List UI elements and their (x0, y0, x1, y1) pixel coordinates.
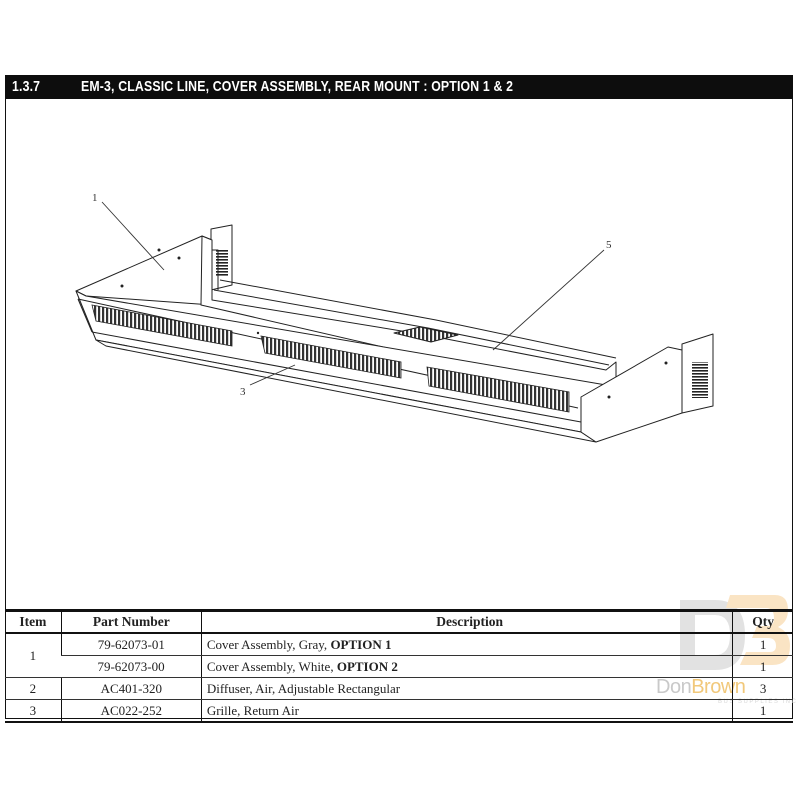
callout-3: 3 (240, 386, 246, 398)
section-header (5, 75, 793, 99)
cell-part-number: AC022-252 (61, 700, 201, 723)
cell-part-number: 79-62073-01 (61, 633, 201, 656)
callout-1: 1 (92, 192, 98, 204)
callout-5: 5 (606, 239, 612, 251)
table-row (5, 678, 793, 700)
cell-description (201, 656, 733, 678)
option-label: OPTION 1 (330, 636, 392, 652)
watermark-word-1: Don (656, 676, 692, 698)
table-row (5, 700, 793, 723)
cover-assembly-drawing (6, 100, 792, 605)
col-header-qty: Qty (733, 611, 793, 634)
col-header-item: Item (5, 611, 61, 634)
col-header-part-number: Part Number (61, 611, 201, 634)
cell-item: 2 (5, 678, 61, 700)
cell-description: Diffuser, Air, Adjustable Rectangular (201, 678, 733, 700)
description-text: Cover Assembly, White, (206, 658, 337, 674)
cell-item: 1 (5, 633, 61, 678)
col-header-description: Description (201, 611, 733, 634)
description-text: Cover Assembly, Gray, (206, 636, 331, 652)
cell-qty: 3 (733, 678, 793, 700)
watermark-tagline: BUS SUPPLIES INC (718, 699, 798, 705)
left-end-panel (76, 236, 212, 305)
section-title: EM-3, CLASSIC LINE, COVER ASSEMBLY, REAR MOUNT : OPTION 1 & 2 (81, 78, 514, 95)
option-label: OPTION 2 (336, 658, 398, 674)
parts-table (5, 609, 793, 723)
cell-part-number: 79-62073-00 (61, 656, 201, 678)
cell-description (201, 633, 733, 656)
cell-qty: 1 (733, 700, 793, 723)
cell-qty: 1 (733, 633, 793, 656)
cell-qty: 1 (733, 656, 793, 678)
watermark-word-2: Brown (691, 676, 746, 698)
right-end-panel (581, 347, 682, 442)
cell-description: Grille, Return Air (201, 700, 733, 723)
table-header-row (5, 611, 793, 634)
right-bracket-vents (692, 362, 708, 398)
table-row (5, 633, 793, 656)
cell-part-number: AC401-320 (61, 678, 201, 700)
cell-item: 3 (5, 700, 61, 723)
table-row (5, 656, 793, 678)
section-number: 1.3.7 (12, 78, 41, 95)
